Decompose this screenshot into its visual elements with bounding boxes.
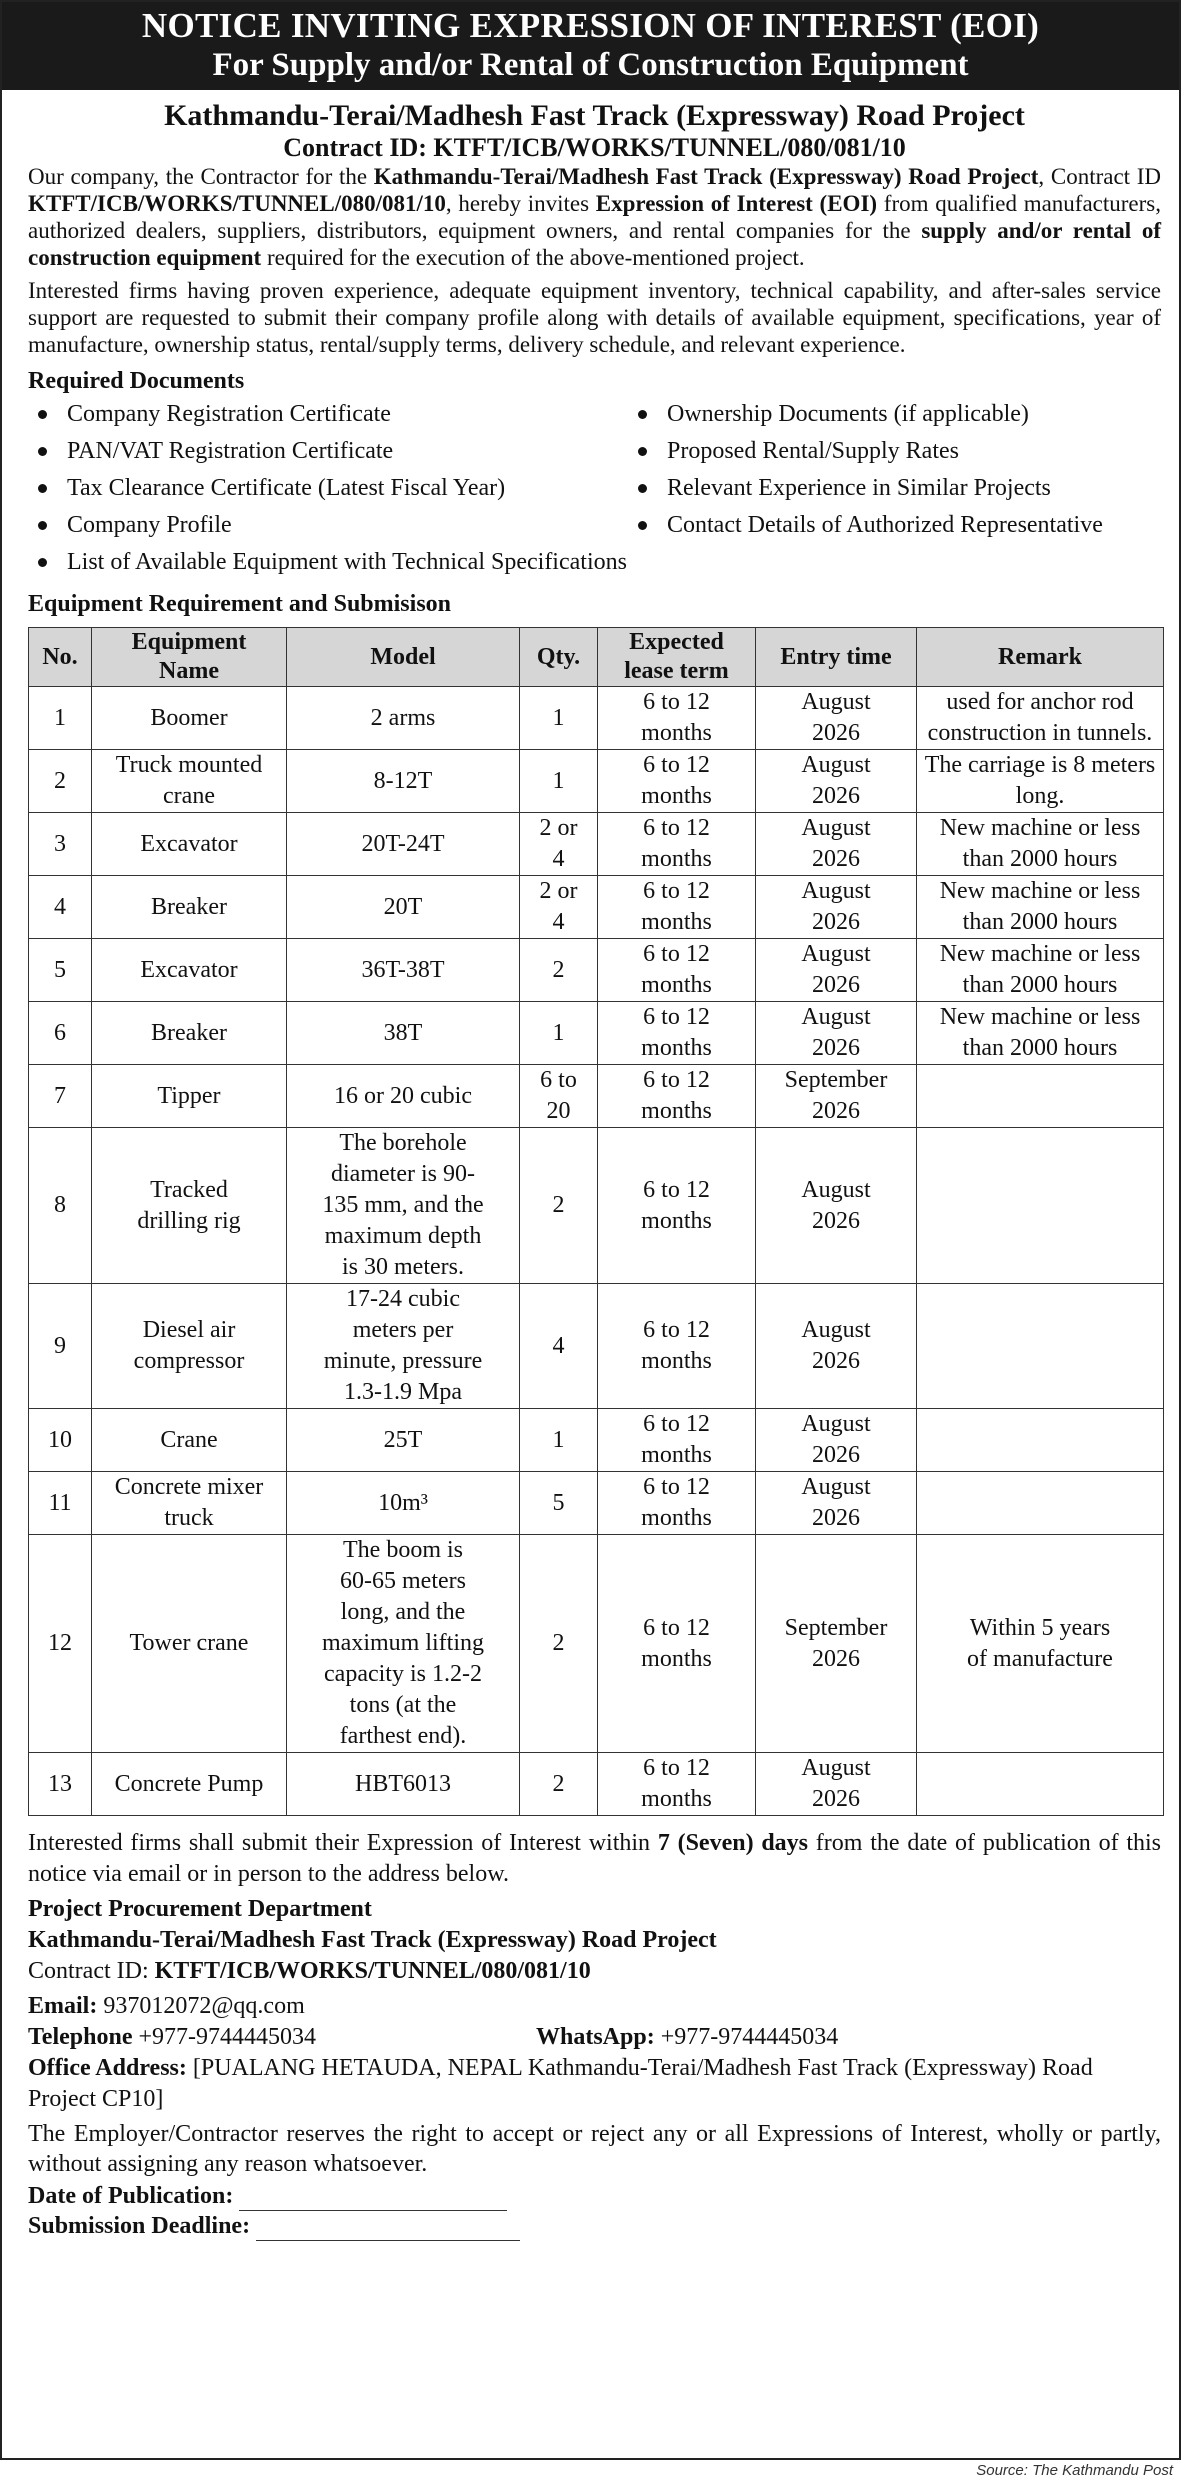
- cell-lease-term: 6 to 12 months: [598, 1472, 756, 1535]
- cell-no: 6: [29, 1002, 92, 1065]
- cell-entry-time: August 2026: [756, 1472, 917, 1535]
- list-item: Relevant Experience in Similar Projects: [628, 470, 1161, 507]
- contact-block: [28, 1894, 1161, 2115]
- contact-office-address: Office Address: [PUALANG HETAUDA, NEPAL Kathmandu-Terai/Madhesh Fast Track (Expressway) Road Project CP10]: [28, 2055, 1093, 2112]
- cell-model: 38T: [287, 1002, 520, 1065]
- bullet-icon: [38, 447, 47, 456]
- intro-paragraph-2: Interested firms having proven experience, adequate equipment inventory, technical capability, and after-sales service support are requested to submit their company profile along with details of available equipment, specifications, year of manufacture, ownership status, rental/supply terms, delivery schedule, and relevant experience.: [28, 278, 1161, 357]
- list-item: Proposed Rental/Supply Rates: [628, 433, 1161, 470]
- project-title: Kathmandu-Terai/Madhesh Fast Track (Expressway) Road Project: [164, 99, 1025, 132]
- cell-entry-time: August 2026: [756, 813, 917, 876]
- cell-remark: [917, 1753, 1164, 1816]
- cell-no: 4: [29, 876, 92, 939]
- cell-entry-time: August 2026: [756, 939, 917, 1002]
- cell-equipment-name: Tracked drilling rig: [92, 1128, 287, 1284]
- cell-model: 20T-24T: [287, 813, 520, 876]
- cell-remark: Within 5 years of manufacture: [917, 1535, 1164, 1753]
- table-row: [29, 750, 1164, 813]
- cell-model: 16 or 20 cubic: [287, 1065, 520, 1128]
- table-row: [29, 1472, 1164, 1535]
- bullet-icon: [38, 410, 47, 419]
- cell-qty: 2 or 4: [520, 813, 598, 876]
- cell-remark: The carriage is 8 meters long.: [917, 750, 1164, 813]
- department-name: Project Procurement Department: [28, 1896, 372, 1922]
- cell-entry-time: August 2026: [756, 1753, 917, 1816]
- cell-entry-time: September 2026: [756, 1065, 917, 1128]
- cell-equipment-name: Boomer: [92, 687, 287, 750]
- contact-project-name: Kathmandu-Terai/Madhesh Fast Track (Expressway) Road Project: [28, 1927, 717, 1953]
- table-header-row: [29, 628, 1164, 687]
- cell-lease-term: 6 to 12 months: [598, 1065, 756, 1128]
- cell-remark: New machine or less than 2000 hours: [917, 939, 1164, 1002]
- cell-equipment-name: Concrete Pump: [92, 1753, 287, 1816]
- cell-remark: [917, 1128, 1164, 1284]
- table-row: [29, 813, 1164, 876]
- cell-qty: 4: [520, 1284, 598, 1409]
- cell-model: 17-24 cubic meters per minute, pressure 1.3-1.9 Mpa: [287, 1284, 520, 1409]
- cell-qty: 1: [520, 1409, 598, 1472]
- table-row: [29, 1753, 1164, 1816]
- cell-model: The borehole diameter is 90- 135 mm, and the maximum depth is 30 meters.: [287, 1128, 520, 1284]
- cell-model: 8-12T: [287, 750, 520, 813]
- cell-lease-term: 6 to 12 months: [598, 876, 756, 939]
- cell-qty: 2 or 4: [520, 876, 598, 939]
- col-header-remark: Remark: [917, 628, 1164, 687]
- bullet-icon: [638, 447, 647, 456]
- contact-phones: [28, 2022, 1161, 2053]
- cell-model: The boom is 60-65 meters long, and the maximum lifting capacity is 1.2-2 tons (at the farthest end).: [287, 1535, 520, 1753]
- cell-entry-time: August 2026: [756, 876, 917, 939]
- cell-remark: [917, 1472, 1164, 1535]
- cell-qty: 2: [520, 1128, 598, 1284]
- equipment-heading: Equipment Requirement and Submisison: [28, 591, 451, 617]
- table-row: [29, 1065, 1164, 1128]
- cell-remark: [917, 1409, 1164, 1472]
- cell-equipment-name: Excavator: [92, 939, 287, 1002]
- table-row: [29, 1535, 1164, 1753]
- cell-no: 8: [29, 1128, 92, 1284]
- cell-equipment-name: Crane: [92, 1409, 287, 1472]
- cell-no: 13: [29, 1753, 92, 1816]
- cell-lease-term: 6 to 12 months: [598, 1535, 756, 1753]
- cell-lease-term: 6 to 12 months: [598, 1753, 756, 1816]
- date-of-publication-blank: [239, 2188, 507, 2211]
- cell-entry-time: August 2026: [756, 1002, 917, 1065]
- cell-remark: [917, 1284, 1164, 1409]
- cell-qty: 1: [520, 1002, 598, 1065]
- list-item: Contact Details of Authorized Representative: [628, 507, 1161, 544]
- contact-telephone: Telephone +977-9744445034: [28, 2024, 317, 2050]
- cell-remark: New machine or less than 2000 hours: [917, 876, 1164, 939]
- contact-email: Email: 937012072@qq.com: [28, 1993, 305, 2019]
- cell-no: 12: [29, 1535, 92, 1753]
- col-header-qty: Qty.: [520, 628, 598, 687]
- source-credit: Source: The Kathmandu Post: [976, 2462, 1173, 2479]
- col-header-lease-term: Expected lease term: [598, 628, 756, 687]
- cell-remark: New machine or less than 2000 hours: [917, 1002, 1164, 1065]
- cell-equipment-name: Breaker: [92, 876, 287, 939]
- intro-paragraph: Our company, the Contractor for the Kathmandu-Terai/Madhesh Fast Track (Expressway) Road Project, Contract ID KTFT/ICB/WORKS/TUNNEL/080/081/10, hereby invites Expression of Interest (EOI) from qualified manufacturers, authorized dealers, suppliers, distributors, equipment owners, and rental companies for the supply and/or rental of construction equipment required for the execution of the above-mentioned project.: [28, 164, 1162, 270]
- cell-lease-term: 6 to 12 months: [598, 1284, 756, 1409]
- cell-lease-term: 6 to 12 months: [598, 939, 756, 1002]
- cell-qty: 1: [520, 687, 598, 750]
- cell-no: 7: [29, 1065, 92, 1128]
- cell-qty: 2: [520, 1535, 598, 1753]
- cell-model: HBT6013: [287, 1753, 520, 1816]
- cell-entry-time: August 2026: [756, 1128, 917, 1284]
- cell-equipment-name: Tower crane: [92, 1535, 287, 1753]
- email-link[interactable]: 937012072@qq.com: [103, 1993, 305, 2019]
- required-documents-list: [28, 396, 1161, 581]
- cell-no: 2: [29, 750, 92, 813]
- table-row: [29, 939, 1164, 1002]
- cell-lease-term: 6 to 12 months: [598, 750, 756, 813]
- cell-entry-time: September 2026: [756, 1535, 917, 1753]
- cell-equipment-name: Tipper: [92, 1065, 287, 1128]
- cell-no: 3: [29, 813, 92, 876]
- cell-model: 2 arms: [287, 687, 520, 750]
- contact-whatsapp: WhatsApp: +977-9744445034: [536, 2024, 839, 2050]
- bullet-icon: [638, 410, 647, 419]
- table-row: [29, 1128, 1164, 1284]
- cell-lease-term: 6 to 12 months: [598, 1128, 756, 1284]
- cell-equipment-name: Truck mounted crane: [92, 750, 287, 813]
- cell-lease-term: 6 to 12 months: [598, 813, 756, 876]
- cell-qty: 2: [520, 1753, 598, 1816]
- notice-title: NOTICE INVITING EXPRESSION OF INTEREST (EOI): [141, 6, 1040, 45]
- list-item: Ownership Documents (if applicable): [628, 396, 1161, 433]
- cell-model: 10m³: [287, 1472, 520, 1535]
- bullet-icon: [638, 521, 647, 530]
- bullet-icon: [38, 484, 47, 493]
- cell-qty: 1: [520, 750, 598, 813]
- contact-contract-id: Contract ID: KTFT/ICB/WORKS/TUNNEL/080/081/10: [28, 1958, 591, 1984]
- notice-subtitle: For Supply and/or Rental of Construction Equipment: [212, 47, 969, 83]
- cell-lease-term: 6 to 12 months: [598, 687, 756, 750]
- col-header-entry-time: Entry time: [756, 628, 917, 687]
- cell-no: 11: [29, 1472, 92, 1535]
- cell-entry-time: August 2026: [756, 687, 917, 750]
- required-documents-heading: Required Documents: [28, 368, 245, 394]
- cell-entry-time: August 2026: [756, 1284, 917, 1409]
- cell-equipment-name: Concrete mixer truck: [92, 1472, 287, 1535]
- submission-deadline-blank: [256, 2218, 520, 2241]
- list-item: Tax Clearance Certificate (Latest Fiscal Year): [28, 470, 628, 507]
- list-item: Company Profile: [28, 507, 628, 544]
- cell-lease-term: 6 to 12 months: [598, 1002, 756, 1065]
- cell-model: 36T-38T: [287, 939, 520, 1002]
- cell-equipment-name: Diesel air compressor: [92, 1284, 287, 1409]
- cell-remark: [917, 1065, 1164, 1128]
- contract-id-heading: Contract ID: KTFT/ICB/WORKS/TUNNEL/080/081/10: [283, 133, 906, 162]
- cell-no: 9: [29, 1284, 92, 1409]
- col-header-no: No.: [29, 628, 92, 687]
- cell-qty: 5: [520, 1472, 598, 1535]
- cell-no: 10: [29, 1409, 92, 1472]
- cell-qty: 6 to 20: [520, 1065, 598, 1128]
- bullet-icon: [38, 558, 47, 567]
- date-of-publication: Date of Publication:: [28, 2181, 1161, 2211]
- cell-no: 5: [29, 939, 92, 1002]
- cell-entry-time: August 2026: [756, 750, 917, 813]
- table-row: [29, 1002, 1164, 1065]
- cell-remark: New machine or less than 2000 hours: [917, 813, 1164, 876]
- submission-instructions: Interested firms shall submit their Expression of Interest within 7 (Seven) days from the date of publication of this notice via email or in person to the address below.: [28, 1830, 1162, 1887]
- submission-deadline: Submission Deadline:: [28, 2211, 1161, 2241]
- bullet-icon: [638, 484, 647, 493]
- reserve-rights-statement: The Employer/Contractor reserves the right to accept or reject any or all Expressions of Interest, wholly or partly, without assigning any reason whatsoever.: [28, 2121, 1161, 2177]
- cell-qty: 2: [520, 939, 598, 1002]
- cell-remark: used for anchor rod construction in tunnels.: [917, 687, 1164, 750]
- cell-equipment-name: Excavator: [92, 813, 287, 876]
- notice-banner: [2, 2, 1179, 90]
- col-header-model: Model: [287, 628, 520, 687]
- equipment-table: [28, 627, 1164, 1816]
- list-item: List of Available Equipment with Technical Specifications: [28, 544, 1161, 581]
- equipment-table-body: [29, 687, 1164, 1816]
- bullet-icon: [38, 521, 47, 530]
- notice-content: [2, 98, 1179, 2241]
- cell-model: 25T: [287, 1409, 520, 1472]
- table-row: [29, 687, 1164, 750]
- table-row: [29, 1284, 1164, 1409]
- table-row: [29, 1409, 1164, 1472]
- list-item: PAN/VAT Registration Certificate: [28, 433, 628, 470]
- cell-model: 20T: [287, 876, 520, 939]
- col-header-equipment-name: Equipment Name: [92, 628, 287, 687]
- cell-lease-term: 6 to 12 months: [598, 1409, 756, 1472]
- cell-entry-time: August 2026: [756, 1409, 917, 1472]
- list-item: Company Registration Certificate: [28, 396, 628, 433]
- table-row: [29, 876, 1164, 939]
- cell-no: 1: [29, 687, 92, 750]
- cell-equipment-name: Breaker: [92, 1002, 287, 1065]
